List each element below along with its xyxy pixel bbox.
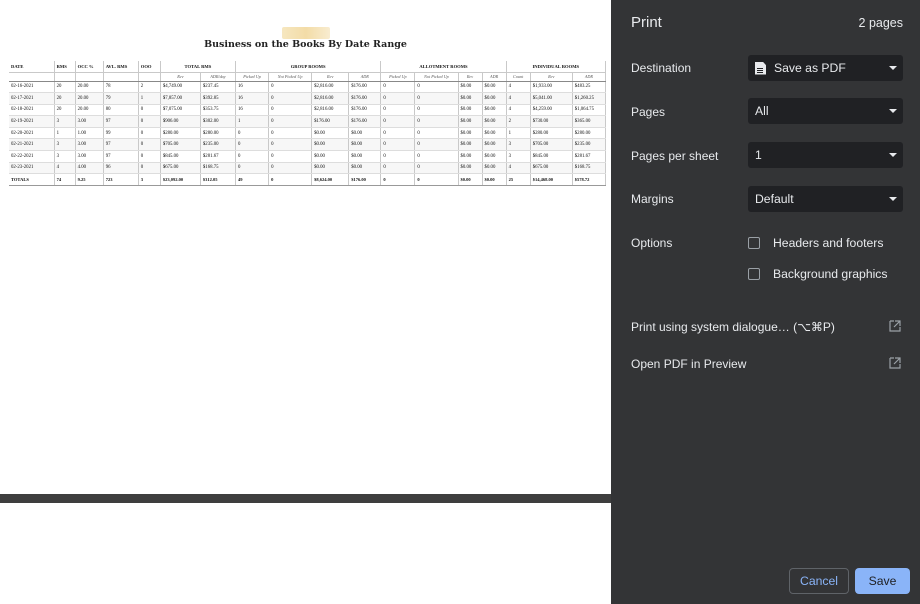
table-cell: $7,857.00 [160, 93, 200, 105]
table-cell: 0 [381, 81, 415, 93]
table-cell: 3.00 [75, 139, 103, 151]
group-header: GROUP ROOMS [236, 61, 381, 72]
table-cell: TOTALS [9, 174, 54, 186]
table-cell: 02-19-2021 [9, 116, 54, 128]
dropdown-caret-icon [889, 153, 897, 157]
sub-header: Rev [530, 72, 572, 81]
table-cell: 16 [236, 104, 269, 116]
open-pdf-label: Open PDF in Preview [631, 357, 747, 371]
table-cell: $176.00 [349, 104, 381, 116]
pages-select[interactable] [748, 98, 903, 124]
table-cell: $0.00 [458, 93, 482, 105]
table-cell: 3 [506, 151, 530, 163]
table-cell: 0 [381, 162, 415, 174]
table-cell: 1 [236, 116, 269, 128]
column-header: AVL. RMS [103, 61, 138, 72]
table-cell: 0 [381, 104, 415, 116]
table-cell: $176.00 [312, 116, 349, 128]
table-cell: 3 [138, 174, 160, 186]
table-cell: $23,092.00 [160, 174, 200, 186]
table-cell: 25 [506, 174, 530, 186]
table-cell: $0.00 [458, 162, 482, 174]
sub-header: Count [506, 72, 530, 81]
sub-header: Picked Up [236, 72, 269, 81]
column-header: OOO [138, 61, 160, 72]
table-cell: $14,468.00 [530, 174, 572, 186]
system-dialog-label: Print using system dialogue… (⌥⌘P) [631, 320, 835, 334]
table-cell: $235.00 [200, 139, 235, 151]
table-cell: $0.00 [482, 93, 506, 105]
sub-header: Not Picked Up [415, 72, 458, 81]
table-cell: $0.00 [312, 139, 349, 151]
table-cell: 0 [269, 139, 312, 151]
table-cell: $365.00 [572, 116, 605, 128]
group-header: INDIVIDUAL ROOMS [506, 61, 605, 72]
sub-header: Picked Up [381, 72, 415, 81]
dropdown-caret-icon [889, 197, 897, 201]
table-cell: $0.00 [312, 127, 349, 139]
table-cell: 4.00 [75, 162, 103, 174]
table-header-row [9, 61, 606, 72]
table-cell: $705.00 [160, 139, 200, 151]
table-cell: 0 [269, 151, 312, 163]
headers-footers-option[interactable] [748, 236, 883, 250]
table-cell: $705.00 [530, 139, 572, 151]
table-cell: 0 [381, 127, 415, 139]
sub-header: Rev [312, 72, 349, 81]
pages-value: All [755, 104, 769, 118]
table-cell: 49 [236, 174, 269, 186]
table-cell: 02-18-2021 [9, 104, 54, 116]
table-row [9, 104, 606, 116]
table-cell: $0.00 [482, 151, 506, 163]
table-cell: 723 [103, 174, 138, 186]
table-cell: 2 [138, 81, 160, 93]
table-cell: $483.25 [572, 81, 605, 93]
table-cell: $235.00 [572, 139, 605, 151]
table-cell: 20 [54, 104, 75, 116]
margins-select[interactable] [748, 186, 903, 212]
sub-header: Not Picked Up [269, 72, 312, 81]
table-cell: 0 [415, 162, 458, 174]
group-header: ALLOTMENT ROOMS [381, 61, 506, 72]
table-cell: $281.67 [572, 151, 605, 163]
table-cell: $0.00 [458, 127, 482, 139]
table-cell: $730.00 [530, 116, 572, 128]
table-cell: $281.67 [200, 151, 235, 163]
table-cell: $2,816.00 [312, 104, 349, 116]
table-cell: 99 [103, 127, 138, 139]
sub-header: ADR [482, 72, 506, 81]
dropdown-caret-icon [889, 109, 897, 113]
table-cell: 0 [138, 127, 160, 139]
dropdown-caret-icon [889, 66, 897, 70]
table-cell: 0 [381, 174, 415, 186]
table-subheader-row [9, 72, 606, 81]
table-cell: 20 [54, 81, 75, 93]
table-cell: $0.00 [482, 104, 506, 116]
table-cell: $280.00 [200, 127, 235, 139]
table-cell: $0.00 [349, 162, 381, 174]
destination-value: Save as PDF [774, 61, 846, 75]
cancel-button[interactable]: Cancel [789, 568, 849, 594]
totals-row [9, 174, 606, 186]
destination-label: Destination [631, 61, 692, 75]
table-cell: 0 [269, 162, 312, 174]
table-cell: 96 [103, 162, 138, 174]
column-header: RMS [54, 61, 75, 72]
table-cell: $0.00 [458, 151, 482, 163]
table-cell: 20.00 [75, 104, 103, 116]
table-cell: $0.00 [482, 174, 506, 186]
page-count: 2 pages [858, 16, 903, 30]
system-dialog-link[interactable] [631, 320, 903, 334]
table-row [9, 116, 606, 128]
table-cell: 20.00 [75, 81, 103, 93]
table-cell: $578.72 [572, 174, 605, 186]
pages-per-sheet-label: Pages per sheet [631, 149, 719, 163]
group-header: TOTAL RMS [160, 61, 235, 72]
table-cell: 02-17-2021 [9, 93, 54, 105]
sub-header: ADR/day [200, 72, 235, 81]
table-cell: 74 [54, 174, 75, 186]
table-cell: 0 [138, 116, 160, 128]
headers-footers-checkbox[interactable] [748, 237, 760, 249]
table-cell: $4,259.00 [530, 104, 572, 116]
table-cell: $0.00 [458, 104, 482, 116]
table-cell: 3 [54, 139, 75, 151]
table-cell: 3 [54, 151, 75, 163]
table-row [9, 151, 606, 163]
table-cell: 0 [269, 116, 312, 128]
table-cell: $0.00 [482, 162, 506, 174]
table-cell: 4 [506, 104, 530, 116]
table-cell: 0 [415, 81, 458, 93]
table-cell: 20.00 [75, 93, 103, 105]
table-cell: $176.00 [349, 116, 381, 128]
table-cell: 1.00 [75, 127, 103, 139]
table-cell: $176.00 [349, 93, 381, 105]
open-external-icon [889, 320, 901, 332]
table-cell: 02-16-2021 [9, 81, 54, 93]
table-cell: $0.00 [482, 139, 506, 151]
open-external-icon [889, 357, 901, 369]
table-cell: 1 [138, 93, 160, 105]
table-cell: $0.00 [312, 151, 349, 163]
table-cell: $1,064.75 [572, 104, 605, 116]
table-cell: 0 [269, 127, 312, 139]
table-cell: 3 [506, 139, 530, 151]
table-cell: $4,749.00 [160, 81, 200, 93]
table-cell: $0.00 [458, 174, 482, 186]
table-cell: 2 [506, 116, 530, 128]
table-cell: 0 [415, 174, 458, 186]
pages-per-sheet-select[interactable] [748, 142, 903, 168]
table-cell: $0.00 [458, 139, 482, 151]
table-cell: $280.00 [160, 127, 200, 139]
table-cell: $2,816.00 [312, 93, 349, 105]
table-cell: 3.00 [75, 116, 103, 128]
save-button[interactable]: Save [855, 568, 910, 594]
pages-per-sheet-value: 1 [755, 148, 762, 162]
table-cell: 0 [415, 93, 458, 105]
table-cell: 02-23-2021 [9, 162, 54, 174]
headers-footers-label: Headers and footers [773, 236, 884, 250]
table-cell: $5,041.00 [530, 93, 572, 105]
table-cell: 1 [506, 127, 530, 139]
table-cell: $176.00 [349, 81, 381, 93]
table-row [9, 127, 606, 139]
table-cell: $168.75 [200, 162, 235, 174]
table-cell: 80 [103, 104, 138, 116]
table-cell: $0.00 [458, 81, 482, 93]
table-cell: 4 [54, 162, 75, 174]
table-cell: $1,260.25 [572, 93, 605, 105]
table-cell: $0.00 [349, 151, 381, 163]
table-cell: $302.00 [200, 116, 235, 128]
table-cell: 0 [236, 162, 269, 174]
table-cell: 79 [103, 93, 138, 105]
table-cell: 0 [236, 151, 269, 163]
sub-header: ADR [349, 72, 381, 81]
table-cell: $0.00 [349, 127, 381, 139]
table-cell: $1,933.00 [530, 81, 572, 93]
table-cell: $237.45 [200, 81, 235, 93]
table-cell: $168.75 [572, 162, 605, 174]
column-header: DATE [9, 61, 54, 72]
table-cell: $392.85 [200, 93, 235, 105]
print-title: Print [631, 14, 662, 31]
table-cell: 0 [381, 139, 415, 151]
margins-value: Default [755, 192, 794, 206]
table-cell: 0 [138, 104, 160, 116]
table-cell: $0.00 [312, 162, 349, 174]
page-separator [0, 494, 611, 503]
table-cell: $353.75 [200, 104, 235, 116]
table-cell: $845.00 [160, 151, 200, 163]
table-row [9, 162, 606, 174]
table-cell: 0 [415, 139, 458, 151]
report-logo [282, 27, 330, 39]
table-cell: 02-20-2021 [9, 127, 54, 139]
background-graphics-option[interactable] [748, 267, 888, 281]
table-cell: $7,075.00 [160, 104, 200, 116]
table-cell: 16 [236, 93, 269, 105]
table-cell: 0 [415, 151, 458, 163]
table-cell: 78 [103, 81, 138, 93]
destination-select[interactable] [748, 55, 903, 81]
table-cell: 0 [138, 162, 160, 174]
background-graphics-checkbox[interactable] [748, 268, 760, 280]
table-cell: 0 [138, 151, 160, 163]
table-cell: 0 [381, 93, 415, 105]
table-cell: 0 [236, 139, 269, 151]
table-cell: $280.00 [530, 127, 572, 139]
table-cell: 0 [381, 116, 415, 128]
table-cell: $675.00 [160, 162, 200, 174]
sub-header: ADR [572, 72, 605, 81]
table-cell: 4 [506, 93, 530, 105]
table-cell: 0 [269, 174, 312, 186]
table-cell: $0.00 [349, 139, 381, 151]
table-cell: 02-22-2021 [9, 151, 54, 163]
table-cell: 4 [506, 162, 530, 174]
report-table [9, 61, 606, 186]
table-cell: 0 [381, 151, 415, 163]
preview-page-2 [0, 503, 611, 604]
table-cell: 9.25 [75, 174, 103, 186]
table-cell: 0 [415, 104, 458, 116]
table-cell: 0 [269, 104, 312, 116]
table-row [9, 93, 606, 105]
sub-header: Rev [160, 72, 200, 81]
table-cell: 97 [103, 151, 138, 163]
table-cell: $0.00 [482, 81, 506, 93]
table-cell: 0 [269, 93, 312, 105]
document-icon [755, 62, 766, 75]
table-cell: 97 [103, 116, 138, 128]
report-title: Business on the Books By Date Range [204, 39, 407, 50]
options-label: Options [631, 236, 673, 250]
table-cell: 1 [54, 127, 75, 139]
table-cell: $8,624.00 [312, 174, 349, 186]
table-cell: 4 [506, 81, 530, 93]
table-cell: $906.00 [160, 116, 200, 128]
table-cell: $280.00 [572, 127, 605, 139]
table-cell: 0 [138, 139, 160, 151]
table-row [9, 81, 606, 93]
table-row [9, 139, 606, 151]
table-cell: $0.00 [482, 127, 506, 139]
table-cell: $845.00 [530, 151, 572, 163]
table-cell: $176.00 [349, 174, 381, 186]
table-cell: 0 [236, 127, 269, 139]
column-header: OCC % [75, 61, 103, 72]
table-cell: 0 [415, 127, 458, 139]
background-graphics-label: Background graphics [773, 267, 888, 281]
table-cell: 16 [236, 81, 269, 93]
margins-label: Margins [631, 192, 674, 206]
table-cell: 02-21-2021 [9, 139, 54, 151]
table-cell: 3.00 [75, 151, 103, 163]
pages-label: Pages [631, 105, 666, 119]
table-cell: 3 [54, 116, 75, 128]
print-settings-panel [611, 0, 920, 604]
open-pdf-link[interactable] [631, 357, 903, 371]
table-cell: $675.00 [530, 162, 572, 174]
table-cell: $2,816.00 [312, 81, 349, 93]
table-cell: $0.00 [458, 116, 482, 128]
table-cell: 97 [103, 139, 138, 151]
table-cell: $0.00 [482, 116, 506, 128]
sub-header: Rev [458, 72, 482, 81]
table-cell: 20 [54, 93, 75, 105]
table-cell: 0 [269, 81, 312, 93]
table-cell: 0 [415, 116, 458, 128]
table-cell: $312.05 [200, 174, 235, 186]
